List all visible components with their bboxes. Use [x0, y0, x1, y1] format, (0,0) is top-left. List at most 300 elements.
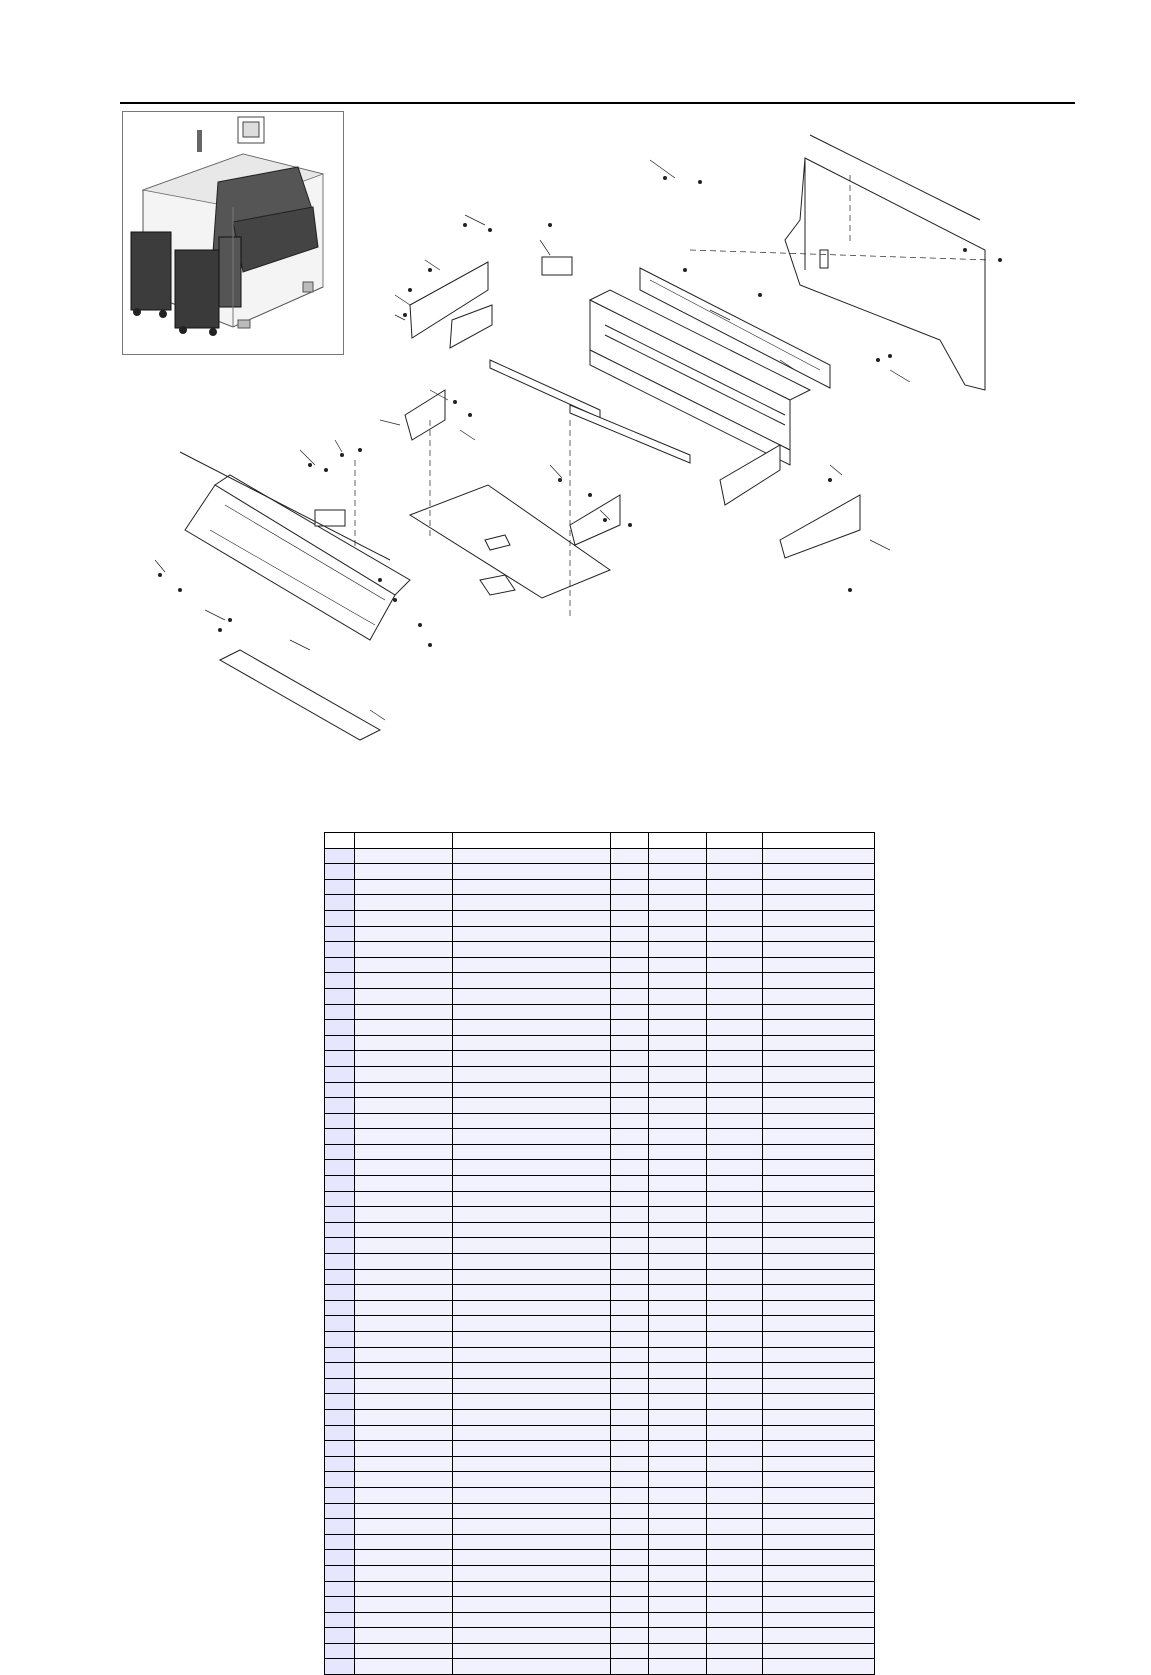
table-cell	[763, 1082, 875, 1098]
table-cell	[325, 1425, 355, 1441]
table-cell	[611, 864, 649, 880]
table-cell	[649, 1394, 707, 1410]
table-cell	[649, 1129, 707, 1145]
table-cell	[355, 1659, 453, 1675]
table-cell	[355, 1098, 453, 1114]
table-cell	[355, 1363, 453, 1379]
table-cell	[355, 1113, 453, 1129]
table-cell	[453, 1659, 611, 1675]
table-cell	[707, 973, 763, 989]
table-cell	[611, 1082, 649, 1098]
table-cell	[355, 848, 453, 864]
table-cell	[649, 942, 707, 958]
table-cell	[355, 1332, 453, 1348]
table-cell	[611, 1300, 649, 1316]
table-cell	[355, 1051, 453, 1067]
table-cell	[355, 1441, 453, 1457]
table-row	[325, 1550, 875, 1566]
table-cell	[707, 1238, 763, 1254]
table-cell	[355, 1207, 453, 1223]
table-cell	[707, 1565, 763, 1581]
table-cell	[707, 1129, 763, 1145]
table-cell	[763, 1098, 875, 1114]
table-cell	[611, 988, 649, 1004]
table-row	[325, 1347, 875, 1363]
table-cell	[325, 1113, 355, 1129]
table-row	[325, 1394, 875, 1410]
table-cell	[763, 1035, 875, 1051]
table-cell	[611, 1113, 649, 1129]
table-cell	[325, 1534, 355, 1550]
table-row	[325, 1129, 875, 1145]
table-cell	[453, 1254, 611, 1270]
table-cell	[763, 1191, 875, 1207]
table-cell	[611, 1160, 649, 1176]
table-cell	[355, 1035, 453, 1051]
table-cell	[355, 988, 453, 1004]
table-row	[325, 1425, 875, 1441]
table-cell	[649, 1144, 707, 1160]
table-cell	[763, 1066, 875, 1082]
table-cell	[763, 848, 875, 864]
table-cell	[325, 988, 355, 1004]
table-cell	[355, 1347, 453, 1363]
table-cell	[611, 1191, 649, 1207]
table-row	[325, 1082, 875, 1098]
table-cell	[355, 910, 453, 926]
table-cell	[325, 910, 355, 926]
table-row	[325, 1409, 875, 1425]
table-cell	[763, 1129, 875, 1145]
table-cell	[453, 1051, 611, 1067]
table-cell	[611, 1269, 649, 1285]
table-cell	[649, 1409, 707, 1425]
table-cell	[763, 1425, 875, 1441]
table-cell	[325, 879, 355, 895]
table-cell	[763, 926, 875, 942]
table-cell	[453, 957, 611, 973]
table-cell	[707, 1098, 763, 1114]
table-cell	[707, 1409, 763, 1425]
table-cell	[611, 1347, 649, 1363]
table-cell	[707, 1285, 763, 1301]
header-cell	[649, 833, 707, 849]
table-cell	[611, 1628, 649, 1644]
table-cell	[325, 1394, 355, 1410]
table-cell	[649, 1238, 707, 1254]
table-cell	[611, 1222, 649, 1238]
table-cell	[763, 1565, 875, 1581]
table-cell	[325, 1472, 355, 1488]
table-cell	[325, 1129, 355, 1145]
table-cell	[355, 1285, 453, 1301]
table-cell	[355, 1581, 453, 1597]
table-cell	[611, 1285, 649, 1301]
table-cell	[453, 1066, 611, 1082]
table-cell	[325, 848, 355, 864]
table-cell	[325, 1222, 355, 1238]
table-cell	[763, 1238, 875, 1254]
table-cell	[325, 1269, 355, 1285]
table-cell	[453, 1098, 611, 1114]
table-cell	[763, 1269, 875, 1285]
table-cell	[611, 1363, 649, 1379]
table-cell	[763, 879, 875, 895]
table-cell	[325, 1191, 355, 1207]
table-cell	[355, 879, 453, 895]
table-cell	[763, 864, 875, 880]
table-cell	[707, 1316, 763, 1332]
table-row	[325, 1113, 875, 1129]
table-cell	[355, 895, 453, 911]
table-cell	[763, 1113, 875, 1129]
table-cell	[611, 1207, 649, 1223]
header-cell	[355, 833, 453, 849]
table-cell	[611, 1254, 649, 1270]
table-row	[325, 1597, 875, 1613]
table-cell	[649, 1503, 707, 1519]
table-cell	[763, 1207, 875, 1223]
table-row	[325, 1285, 875, 1301]
table-cell	[763, 1347, 875, 1363]
table-cell	[707, 926, 763, 942]
table-cell	[325, 1160, 355, 1176]
table-cell	[649, 1347, 707, 1363]
table-cell	[453, 1207, 611, 1223]
table-row	[325, 1612, 875, 1628]
table-cell	[649, 1332, 707, 1348]
table-row	[325, 988, 875, 1004]
table-cell	[707, 1020, 763, 1036]
table-cell	[355, 1082, 453, 1098]
table-cell	[611, 1129, 649, 1145]
table-cell	[611, 1456, 649, 1472]
table-cell	[707, 1160, 763, 1176]
table-cell	[649, 1222, 707, 1238]
table-cell	[707, 1628, 763, 1644]
table-cell	[649, 1597, 707, 1613]
table-row	[325, 1565, 875, 1581]
table-cell	[453, 988, 611, 1004]
table-cell	[453, 864, 611, 880]
table-cell	[763, 1020, 875, 1036]
table-row	[325, 864, 875, 880]
table-cell	[453, 895, 611, 911]
table-row	[325, 1051, 875, 1067]
table-cell	[325, 1347, 355, 1363]
table-cell	[649, 1378, 707, 1394]
table-cell	[325, 1316, 355, 1332]
table-cell	[649, 864, 707, 880]
table-cell	[649, 1051, 707, 1067]
exploded-parts-drawing	[130, 120, 1070, 800]
table-row	[325, 1363, 875, 1379]
table-cell	[707, 864, 763, 880]
table-cell	[707, 942, 763, 958]
table-cell	[649, 1300, 707, 1316]
table-cell	[611, 1020, 649, 1036]
table-cell	[453, 910, 611, 926]
table-cell	[611, 1332, 649, 1348]
table-cell	[763, 1643, 875, 1659]
table-row	[325, 1456, 875, 1472]
table-cell	[325, 1409, 355, 1425]
table-cell	[649, 1456, 707, 1472]
table-row	[325, 1534, 875, 1550]
table-cell	[453, 1144, 611, 1160]
table-cell	[611, 1565, 649, 1581]
table-cell	[453, 1597, 611, 1613]
table-row	[325, 1581, 875, 1597]
table-cell	[707, 1534, 763, 1550]
table-row	[325, 848, 875, 864]
table-cell	[355, 1160, 453, 1176]
table-cell	[325, 1098, 355, 1114]
header-cell	[325, 833, 355, 849]
table-cell	[649, 1066, 707, 1082]
table-cell	[649, 1487, 707, 1503]
table-cell	[453, 1300, 611, 1316]
table-cell	[355, 1628, 453, 1644]
table-cell	[325, 1643, 355, 1659]
table-cell	[649, 1098, 707, 1114]
table-cell	[453, 1628, 611, 1644]
table-cell	[707, 1035, 763, 1051]
table-cell	[355, 1487, 453, 1503]
table-cell	[763, 1363, 875, 1379]
table-row	[325, 879, 875, 895]
table-cell	[453, 1612, 611, 1628]
table-cell	[453, 1363, 611, 1379]
table-cell	[649, 1519, 707, 1535]
header-cell	[611, 833, 649, 849]
table-cell	[763, 957, 875, 973]
table-header-row	[325, 833, 875, 849]
table-cell	[649, 1550, 707, 1566]
table-row	[325, 942, 875, 958]
table-cell	[707, 957, 763, 973]
table-cell	[649, 879, 707, 895]
table-cell	[707, 1254, 763, 1270]
table-cell	[763, 1472, 875, 1488]
table-cell	[355, 957, 453, 973]
table-cell	[355, 926, 453, 942]
table-cell	[707, 1300, 763, 1316]
table-cell	[611, 1098, 649, 1114]
table-cell	[453, 1565, 611, 1581]
table-cell	[649, 1269, 707, 1285]
table-cell	[763, 1285, 875, 1301]
table-cell	[453, 1238, 611, 1254]
table-cell	[453, 1285, 611, 1301]
table-cell	[325, 1363, 355, 1379]
table-cell	[707, 1378, 763, 1394]
table-cell	[707, 1144, 763, 1160]
table-cell	[453, 1129, 611, 1145]
table-body	[325, 848, 875, 1674]
table-cell	[453, 1378, 611, 1394]
table-cell	[325, 1004, 355, 1020]
table-cell	[763, 895, 875, 911]
table-cell	[649, 1612, 707, 1628]
table-row	[325, 1300, 875, 1316]
table-cell	[649, 1004, 707, 1020]
table-cell	[453, 1394, 611, 1410]
table-cell	[649, 957, 707, 973]
table-cell	[355, 1456, 453, 1472]
table-row	[325, 957, 875, 973]
table-cell	[649, 1441, 707, 1457]
table-cell	[453, 1550, 611, 1566]
table-cell	[355, 1238, 453, 1254]
table-row	[325, 1519, 875, 1535]
table-row	[325, 1098, 875, 1114]
table-cell	[325, 1035, 355, 1051]
table-cell	[453, 1316, 611, 1332]
table-cell	[325, 926, 355, 942]
table-cell	[611, 1066, 649, 1082]
table-row	[325, 1144, 875, 1160]
table-cell	[611, 957, 649, 973]
table-row	[325, 1238, 875, 1254]
table-cell	[763, 1176, 875, 1192]
table-cell	[611, 1176, 649, 1192]
table-cell	[763, 1394, 875, 1410]
table-cell	[611, 848, 649, 864]
table-cell	[611, 1004, 649, 1020]
table-cell	[355, 1597, 453, 1613]
table-cell	[707, 1191, 763, 1207]
table-cell	[453, 1519, 611, 1535]
table-cell	[453, 1409, 611, 1425]
table-cell	[649, 1176, 707, 1192]
table-cell	[453, 1222, 611, 1238]
table-cell	[611, 926, 649, 942]
table-cell	[355, 1503, 453, 1519]
table-row	[325, 1316, 875, 1332]
table-cell	[707, 1269, 763, 1285]
table-cell	[707, 1066, 763, 1082]
table-cell	[453, 1191, 611, 1207]
table-row	[325, 973, 875, 989]
table-cell	[453, 1487, 611, 1503]
table-cell	[325, 1176, 355, 1192]
table-cell	[355, 1254, 453, 1270]
table-cell	[611, 1378, 649, 1394]
table-cell	[325, 1332, 355, 1348]
table-cell	[707, 988, 763, 1004]
table-cell	[355, 1643, 453, 1659]
table-row	[325, 1472, 875, 1488]
table-row	[325, 1332, 875, 1348]
table-cell	[649, 973, 707, 989]
table-cell	[763, 988, 875, 1004]
table-cell	[325, 1581, 355, 1597]
table-cell	[355, 1394, 453, 1410]
table-cell	[649, 1035, 707, 1051]
table-cell	[707, 879, 763, 895]
table-cell	[453, 879, 611, 895]
table-cell	[611, 1612, 649, 1628]
table-cell	[325, 1051, 355, 1067]
table-cell	[707, 848, 763, 864]
table-cell	[355, 1316, 453, 1332]
table-cell	[763, 1659, 875, 1675]
table-cell	[763, 1441, 875, 1457]
table-cell	[355, 1300, 453, 1316]
table-cell	[649, 1659, 707, 1675]
table-cell	[611, 1643, 649, 1659]
table-cell	[707, 1456, 763, 1472]
table-cell	[649, 1160, 707, 1176]
table-cell	[763, 1581, 875, 1597]
table-cell	[355, 1378, 453, 1394]
table-cell	[355, 1066, 453, 1082]
table-cell	[611, 942, 649, 958]
table-cell	[649, 1472, 707, 1488]
table-cell	[611, 1581, 649, 1597]
table-cell	[763, 1051, 875, 1067]
table-cell	[707, 1082, 763, 1098]
table-cell	[325, 895, 355, 911]
table-cell	[453, 1004, 611, 1020]
header-rule	[120, 102, 1075, 104]
table-cell	[325, 1659, 355, 1675]
table-cell	[325, 1300, 355, 1316]
table-cell	[453, 1035, 611, 1051]
table-cell	[763, 1378, 875, 1394]
exploded-parts-diagram	[130, 120, 1070, 800]
table-cell	[453, 1347, 611, 1363]
table-cell	[707, 1550, 763, 1566]
table-cell	[355, 864, 453, 880]
table-row	[325, 1659, 875, 1675]
table-cell	[355, 942, 453, 958]
table-row	[325, 1254, 875, 1270]
table-cell	[707, 1363, 763, 1379]
table-cell	[453, 1332, 611, 1348]
table-cell	[611, 1238, 649, 1254]
table-row	[325, 1004, 875, 1020]
table-cell	[611, 1519, 649, 1535]
table-cell	[707, 1487, 763, 1503]
header-cell	[453, 833, 611, 849]
table-cell	[453, 1176, 611, 1192]
table-cell	[707, 1503, 763, 1519]
table-cell	[649, 926, 707, 942]
table-cell	[325, 1441, 355, 1457]
table-row	[325, 910, 875, 926]
table-cell	[325, 1285, 355, 1301]
table-cell	[325, 1487, 355, 1503]
header-cell	[707, 833, 763, 849]
table-cell	[355, 1565, 453, 1581]
table-cell	[763, 1487, 875, 1503]
table-cell	[611, 1316, 649, 1332]
table-cell	[453, 1472, 611, 1488]
table-cell	[763, 1144, 875, 1160]
table-cell	[649, 1285, 707, 1301]
table-row	[325, 1503, 875, 1519]
table-cell	[763, 1222, 875, 1238]
table-cell	[453, 1020, 611, 1036]
table-row	[325, 1487, 875, 1503]
table-cell	[707, 910, 763, 926]
table-row	[325, 1269, 875, 1285]
table-cell	[325, 1597, 355, 1613]
table-cell	[707, 1643, 763, 1659]
table-cell	[611, 1597, 649, 1613]
